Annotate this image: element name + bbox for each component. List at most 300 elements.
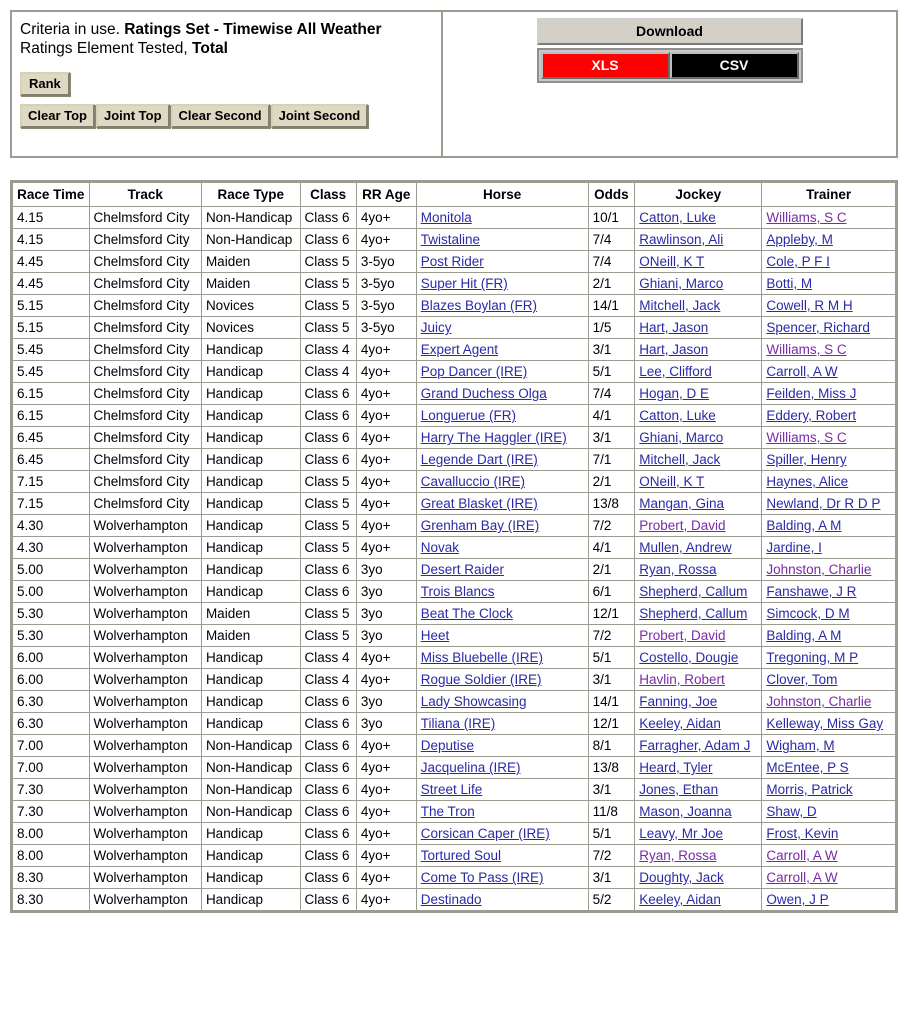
race-time-cell [13, 229, 90, 251]
jockey-link[interactable]: Lee, Clifford [639, 364, 712, 379]
horse-link[interactable]: Novak [420, 540, 459, 555]
horse-cell [416, 405, 588, 427]
trainer-link[interactable]: Johnston, Charlie [766, 562, 872, 577]
odds-cell [588, 383, 635, 405]
horse-cell [416, 691, 588, 713]
track-value: Chelmsford City [93, 430, 190, 445]
odds-value: 7/4 [592, 254, 612, 269]
jockey-cell [635, 317, 762, 339]
class-value: Class 6 [304, 716, 350, 731]
odds-value: 10/1 [592, 210, 619, 225]
race-time-value: 5.30 [17, 606, 44, 621]
table-row [13, 845, 896, 867]
odds-value: 3/1 [592, 782, 612, 797]
horse-cell [416, 779, 588, 801]
joint-second-button[interactable]: Joint Second [271, 104, 369, 128]
race-time-value: 6.15 [17, 386, 44, 401]
odds-value: 2/1 [592, 276, 612, 291]
horse-cell [416, 229, 588, 251]
trainer-link[interactable]: Carroll, A W [766, 870, 838, 885]
trainer-link[interactable]: Cowell, R M H [766, 298, 853, 313]
horse-link[interactable]: Jacquelina (IRE) [420, 760, 521, 775]
trainer-cell [762, 339, 896, 361]
criteria-element-prefix: Ratings Element Tested, [20, 40, 193, 57]
trainer-cell [762, 449, 896, 471]
horse-link[interactable]: Miss Bluebelle (IRE) [420, 650, 544, 665]
horse-link[interactable]: Deputise [420, 738, 475, 753]
trainer-link[interactable]: Fanshawe, J R [766, 584, 857, 599]
rr-age-value: 4yo+ [360, 540, 391, 555]
trainer-link[interactable]: Botti, M [766, 276, 813, 291]
odds-cell [588, 823, 635, 845]
trainer-link[interactable]: Owen, J P [766, 892, 829, 907]
class-value: Class 5 [304, 276, 350, 291]
trainer-link[interactable]: Shaw, D [766, 804, 817, 819]
jockey-link[interactable]: Havlin, Robert [639, 672, 725, 687]
rr-age-value: 4yo+ [360, 408, 391, 423]
horse-link[interactable]: Monitola [420, 210, 472, 225]
horse-link[interactable]: Destinado [420, 892, 482, 907]
horse-link[interactable]: The Tron [420, 804, 475, 819]
horse-link[interactable]: Desert Raider [420, 562, 504, 577]
trainer-cell [762, 581, 896, 603]
horse-link[interactable]: Super Hit (FR) [420, 276, 508, 291]
trainer-link[interactable]: Morris, Patrick [766, 782, 853, 797]
odds-value: 6/1 [592, 584, 612, 599]
horse-cell [416, 647, 588, 669]
rr-age-value: 4yo+ [360, 892, 391, 907]
table-row [13, 647, 896, 669]
criteria-element-value: Total [192, 40, 228, 57]
table-row [13, 405, 896, 427]
track-cell [89, 493, 201, 515]
trainer-link[interactable]: Spencer, Richard [766, 320, 870, 335]
class-value: Class 4 [304, 650, 350, 665]
horse-cell [416, 295, 588, 317]
horse-cell [416, 625, 588, 647]
jockey-link[interactable]: Catton, Luke [639, 210, 716, 225]
trainer-cell [762, 537, 896, 559]
trainer-cell [762, 317, 896, 339]
table-row [13, 449, 896, 471]
race-type-value: Novices [205, 298, 254, 313]
trainer-link[interactable]: Feilden, Miss J [766, 386, 857, 401]
trainer-link[interactable]: Williams, S C [766, 210, 847, 225]
jockey-link[interactable]: Ryan, Rossa [639, 562, 717, 577]
jockey-link[interactable]: Ghiani, Marco [639, 430, 724, 445]
trainer-link[interactable]: Frost, Kevin [766, 826, 839, 841]
race-time-value: 8.00 [17, 826, 44, 841]
column-header-rr-age: RR Age [356, 183, 416, 207]
horse-link[interactable]: Cavalluccio (IRE) [420, 474, 525, 489]
race-time-value: 4.45 [17, 276, 44, 291]
class-cell [300, 251, 356, 273]
jockey-link[interactable]: Mangan, Gina [639, 496, 725, 511]
horse-link[interactable]: Trois Blancs [420, 584, 495, 599]
race-type-value: Handicap [205, 386, 263, 401]
track-cell [89, 515, 201, 537]
jockey-link[interactable]: Rawlinson, Ali [639, 232, 724, 247]
track-cell [89, 251, 201, 273]
jockey-cell [635, 625, 762, 647]
jockey-cell [635, 295, 762, 317]
horse-link[interactable]: Post Rider [420, 254, 484, 269]
class-cell [300, 361, 356, 383]
odds-cell [588, 339, 635, 361]
jockey-cell [635, 383, 762, 405]
track-value: Chelmsford City [93, 298, 190, 313]
track-cell [89, 889, 201, 911]
race-time-value: 4.30 [17, 518, 44, 533]
download-xls-button[interactable]: XLS [541, 52, 670, 79]
class-cell [300, 493, 356, 515]
table-header-row [13, 183, 896, 207]
horse-link[interactable]: Tortured Soul [420, 848, 502, 863]
race-type-cell [201, 867, 300, 889]
rr-age-cell [356, 889, 416, 911]
trainer-link[interactable]: Carroll, A W [766, 848, 838, 863]
horse-link[interactable]: Expert Agent [420, 342, 499, 357]
trainer-link[interactable]: Newland, Dr R D P [766, 496, 881, 511]
race-time-cell [13, 273, 90, 295]
jockey-link[interactable]: Hogan, D E [639, 386, 710, 401]
rr-age-value: 4yo+ [360, 210, 391, 225]
horse-link[interactable]: Beat The Clock [420, 606, 513, 621]
class-cell [300, 691, 356, 713]
trainer-link[interactable]: Kelleway, Miss Gay [766, 716, 884, 731]
joint-top-button[interactable]: Joint Top [96, 104, 170, 128]
class-cell [300, 427, 356, 449]
race-type-cell [201, 251, 300, 273]
odds-value: 5/1 [592, 650, 612, 665]
rr-age-cell [356, 845, 416, 867]
race-time-value: 7.15 [17, 474, 44, 489]
odds-value: 2/1 [592, 562, 612, 577]
horse-link[interactable]: Come To Pass (IRE) [420, 870, 544, 885]
table-row [13, 581, 896, 603]
trainer-cell [762, 295, 896, 317]
odds-cell [588, 757, 635, 779]
rr-age-cell [356, 559, 416, 581]
trainer-link[interactable]: Spiller, Henry [766, 452, 847, 467]
trainer-link[interactable]: Simcock, D M [766, 606, 850, 621]
odds-cell [588, 361, 635, 383]
rr-age-value: 3-5yo [360, 320, 395, 335]
jockey-link[interactable]: Ghiani, Marco [639, 276, 724, 291]
class-value: Class 5 [304, 474, 350, 489]
horse-link[interactable]: Grenham Bay (IRE) [420, 518, 540, 533]
criteria-box [12, 12, 443, 156]
jockey-link[interactable]: Keeley, Aidan [639, 716, 721, 731]
trainer-cell [762, 867, 896, 889]
track-cell [89, 317, 201, 339]
jockey-link[interactable]: Probert, David [639, 628, 726, 643]
track-value: Wolverhampton [93, 628, 188, 643]
jockey-link[interactable]: Shepherd, Callum [639, 584, 748, 599]
jockey-cell [635, 251, 762, 273]
class-cell [300, 273, 356, 295]
horse-cell [416, 427, 588, 449]
table-row [13, 625, 896, 647]
odds-cell [588, 691, 635, 713]
horse-link[interactable]: Blazes Boylan (FR) [420, 298, 538, 313]
odds-cell [588, 515, 635, 537]
jockey-link[interactable]: Doughty, Jack [639, 870, 724, 885]
clear-top-button[interactable]: Clear Top [20, 104, 95, 128]
rr-age-cell [356, 251, 416, 273]
horse-link[interactable]: Street Life [420, 782, 483, 797]
class-value: Class 5 [304, 540, 350, 555]
jockey-link[interactable]: Mitchell, Jack [639, 298, 721, 313]
class-value: Class 6 [304, 430, 350, 445]
jockey-link[interactable]: Mitchell, Jack [639, 452, 721, 467]
track-cell [89, 845, 201, 867]
odds-cell [588, 273, 635, 295]
jockey-link[interactable]: Probert, David [639, 518, 726, 533]
horse-link[interactable]: Twistaline [420, 232, 480, 247]
trainer-link[interactable]: Eddery, Robert [766, 408, 857, 423]
jockey-link[interactable]: Leavy, Mr Joe [639, 826, 724, 841]
rr-age-cell [356, 867, 416, 889]
trainer-link[interactable]: Williams, S C [766, 430, 847, 445]
rr-age-value: 4yo+ [360, 474, 391, 489]
jockey-link[interactable]: Heard, Tyler [639, 760, 713, 775]
class-cell [300, 757, 356, 779]
jockey-link[interactable]: Hart, Jason [639, 320, 709, 335]
odds-cell [588, 581, 635, 603]
column-header-odds: Odds [588, 183, 635, 207]
race-time-cell [13, 669, 90, 691]
trainer-link[interactable]: Johnston, Charlie [766, 694, 872, 709]
horse-link[interactable]: Grand Duchess Olga [420, 386, 547, 401]
trainer-cell [762, 647, 896, 669]
class-value: Class 4 [304, 672, 350, 687]
trainer-link[interactable]: Cole, P F I [766, 254, 830, 269]
trainer-link[interactable]: McEntee, P S [766, 760, 849, 775]
class-value: Class 6 [304, 210, 350, 225]
trainer-link[interactable]: Carroll, A W [766, 364, 838, 379]
rr-age-value: 3yo [360, 584, 383, 599]
track-cell [89, 669, 201, 691]
horse-link[interactable]: Longuerue (FR) [420, 408, 517, 423]
rr-age-cell [356, 339, 416, 361]
race-time-value: 4.45 [17, 254, 44, 269]
race-type-value: Maiden [205, 276, 251, 291]
jockey-link[interactable]: Hart, Jason [639, 342, 709, 357]
race-type-value: Handicap [205, 496, 263, 511]
class-value: Class 6 [304, 694, 350, 709]
trainer-link[interactable]: Balding, A M [766, 628, 842, 643]
horse-cell [416, 515, 588, 537]
rr-age-value: 4yo+ [360, 452, 391, 467]
rr-age-value: 3yo [360, 694, 383, 709]
race-type-value: Handicap [205, 694, 263, 709]
odds-cell [588, 449, 635, 471]
track-cell [89, 449, 201, 471]
horse-link[interactable]: Heet [420, 628, 450, 643]
track-value: Chelmsford City [93, 474, 190, 489]
jockey-link[interactable]: Shepherd, Callum [639, 606, 748, 621]
race-time-value: 7.30 [17, 782, 44, 797]
race-time-cell [13, 867, 90, 889]
jockey-link[interactable]: Catton, Luke [639, 408, 716, 423]
horse-cell [416, 735, 588, 757]
trainer-link[interactable]: Clover, Tom [766, 672, 838, 687]
clear-second-button[interactable]: Clear Second [171, 104, 270, 128]
rr-age-cell [356, 471, 416, 493]
race-type-cell [201, 889, 300, 911]
rr-age-cell [356, 757, 416, 779]
jockey-cell [635, 801, 762, 823]
race-time-value: 8.30 [17, 870, 44, 885]
track-cell [89, 823, 201, 845]
class-cell [300, 581, 356, 603]
race-time-cell [13, 427, 90, 449]
race-type-cell [201, 405, 300, 427]
rr-age-cell [356, 207, 416, 229]
jockey-cell [635, 669, 762, 691]
jockey-link[interactable]: Keeley, Aidan [639, 892, 721, 907]
rr-age-cell [356, 317, 416, 339]
track-cell [89, 581, 201, 603]
trainer-link[interactable]: Tregoning, M P [766, 650, 859, 665]
class-value: Class 5 [304, 496, 350, 511]
horse-cell [416, 559, 588, 581]
class-cell [300, 713, 356, 735]
jockey-link[interactable]: ONeill, K T [639, 474, 705, 489]
download-csv-button[interactable]: CSV [670, 52, 799, 79]
track-value: Chelmsford City [93, 232, 190, 247]
trainer-link[interactable]: Haynes, Alice [766, 474, 849, 489]
track-value: Wolverhampton [93, 716, 188, 731]
race-time-cell [13, 713, 90, 735]
track-value: Chelmsford City [93, 386, 190, 401]
odds-value: 14/1 [592, 694, 619, 709]
horse-cell [416, 339, 588, 361]
trainer-cell [762, 801, 896, 823]
jockey-link[interactable]: Mason, Joanna [639, 804, 732, 819]
jockey-link[interactable]: ONeill, K T [639, 254, 705, 269]
jockey-link[interactable]: Jones, Ethan [639, 782, 719, 797]
horse-link[interactable]: Tiliana (IRE) [420, 716, 496, 731]
track-value: Chelmsford City [93, 496, 190, 511]
odds-value: 4/1 [592, 408, 612, 423]
track-value: Chelmsford City [93, 408, 190, 423]
odds-cell [588, 845, 635, 867]
race-type-cell [201, 449, 300, 471]
race-time-cell [13, 625, 90, 647]
odds-value: 14/1 [592, 298, 619, 313]
table-row [13, 361, 896, 383]
trainer-link[interactable]: Wigham, M [766, 738, 835, 753]
race-time-cell [13, 537, 90, 559]
table-row [13, 493, 896, 515]
race-type-value: Handicap [205, 716, 263, 731]
horse-cell [416, 669, 588, 691]
race-time-value: 4.15 [17, 210, 44, 225]
track-cell [89, 383, 201, 405]
trainer-cell [762, 207, 896, 229]
track-cell [89, 427, 201, 449]
class-value: Class 6 [304, 804, 350, 819]
trainer-link[interactable]: Williams, S C [766, 342, 847, 357]
criteria-prefix: Criteria in use. [20, 21, 125, 38]
jockey-cell [635, 603, 762, 625]
rr-age-value: 3yo [360, 562, 383, 577]
jockey-link[interactable]: Fanning, Joe [639, 694, 718, 709]
download-title: Download [537, 18, 803, 45]
rank-button[interactable]: Rank [20, 72, 70, 96]
race-type-value: Maiden [205, 254, 251, 269]
horse-cell [416, 317, 588, 339]
track-value: Wolverhampton [93, 540, 188, 555]
trainer-cell [762, 559, 896, 581]
horse-cell [416, 471, 588, 493]
class-cell [300, 801, 356, 823]
track-cell [89, 757, 201, 779]
race-type-value: Maiden [205, 606, 251, 621]
rr-age-cell [356, 361, 416, 383]
jockey-link[interactable]: Mullen, Andrew [639, 540, 732, 555]
race-time-value: 6.45 [17, 430, 44, 445]
horse-cell [416, 449, 588, 471]
rr-age-value: 4yo+ [360, 870, 391, 885]
rr-age-value: 3-5yo [360, 254, 395, 269]
track-value: Wolverhampton [93, 672, 188, 687]
race-time-cell [13, 779, 90, 801]
jockey-cell [635, 735, 762, 757]
rr-age-cell [356, 581, 416, 603]
class-value: Class 6 [304, 848, 350, 863]
horse-link[interactable]: Juicy [420, 320, 452, 335]
horse-link[interactable]: Pop Dancer (IRE) [420, 364, 528, 379]
race-time-value: 6.30 [17, 716, 44, 731]
horse-link[interactable]: Lady Showcasing [420, 694, 527, 709]
horse-cell [416, 603, 588, 625]
horse-link[interactable]: Corsican Caper (IRE) [420, 826, 550, 841]
race-time-value: 6.45 [17, 452, 44, 467]
horse-link[interactable]: Legende Dart (IRE) [420, 452, 538, 467]
table-row [13, 515, 896, 537]
race-type-value: Handicap [205, 408, 263, 423]
jockey-link[interactable]: Ryan, Rossa [639, 848, 717, 863]
trainer-link[interactable]: Jardine, I [766, 540, 822, 555]
odds-cell [588, 405, 635, 427]
odds-cell [588, 889, 635, 911]
rr-age-cell [356, 625, 416, 647]
horse-link[interactable]: Harry The Haggler (IRE) [420, 430, 567, 445]
race-time-value: 7.15 [17, 496, 44, 511]
jockey-link[interactable]: Costello, Dougie [639, 650, 739, 665]
horse-link[interactable]: Great Blasket (IRE) [420, 496, 538, 511]
trainer-cell [762, 383, 896, 405]
trainer-link[interactable]: Balding, A M [766, 518, 842, 533]
race-type-cell [201, 229, 300, 251]
horse-link[interactable]: Rogue Soldier (IRE) [420, 672, 542, 687]
trainer-link[interactable]: Appleby, M [766, 232, 833, 247]
track-cell [89, 801, 201, 823]
track-value: Wolverhampton [93, 562, 188, 577]
jockey-link[interactable]: Farragher, Adam J [639, 738, 751, 753]
table-row [13, 823, 896, 845]
odds-value: 12/1 [592, 716, 619, 731]
track-value: Wolverhampton [93, 694, 188, 709]
race-type-cell [201, 427, 300, 449]
race-time-value: 6.00 [17, 650, 44, 665]
horse-cell [416, 207, 588, 229]
rr-age-value: 4yo+ [360, 804, 391, 819]
class-value: Class 6 [304, 386, 350, 401]
